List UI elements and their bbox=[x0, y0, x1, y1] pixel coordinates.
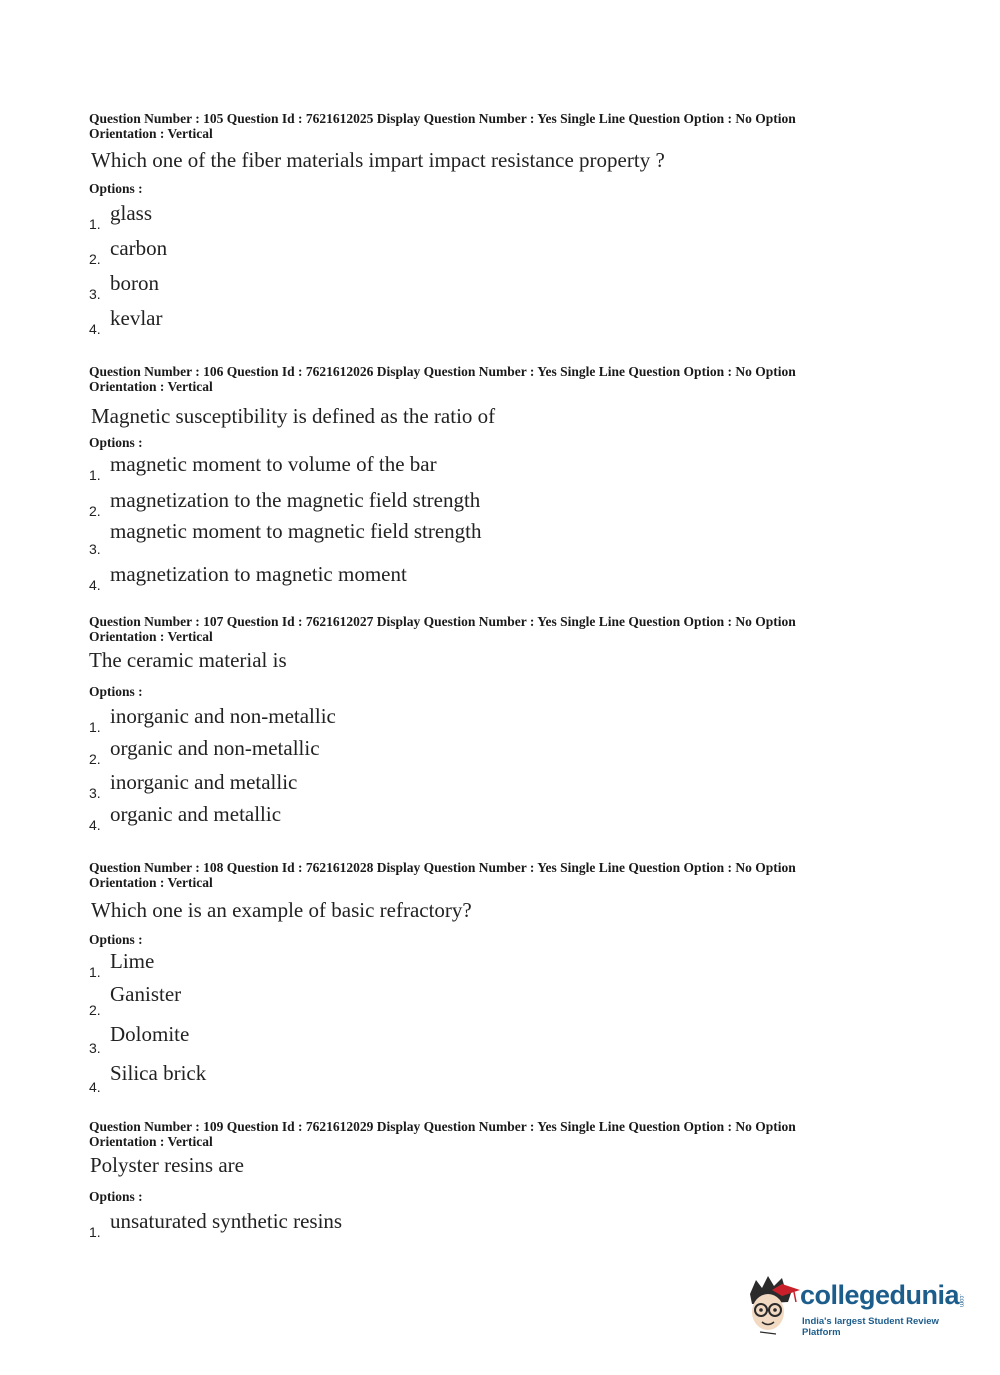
options-label: Options : bbox=[89, 181, 143, 196]
option-text: Silica brick bbox=[110, 1061, 207, 1085]
question-meta bbox=[89, 111, 879, 141]
option-text: kevlar bbox=[110, 306, 163, 330]
option-text: Lime bbox=[110, 949, 155, 973]
question-meta bbox=[89, 1119, 879, 1149]
option-number: 1. bbox=[89, 1224, 101, 1240]
meta-line: Orientation : Vertical bbox=[89, 379, 213, 394]
question-block bbox=[89, 111, 879, 338]
meta-line: Orientation : Vertical bbox=[89, 1134, 213, 1149]
options-label: Options : bbox=[89, 932, 143, 947]
option-number: 1. bbox=[89, 467, 101, 483]
meta-line: Question Number : 109 Question Id : 7621612029 Display Question Number : Yes Single Line Question Option : No Option bbox=[89, 1119, 796, 1134]
question-text: Which one is an example of basic refractory? bbox=[91, 898, 472, 922]
question-meta bbox=[89, 364, 879, 394]
options-label: Options : bbox=[89, 435, 143, 450]
mascot-icon bbox=[742, 1272, 802, 1338]
option-number: 4. bbox=[89, 577, 101, 593]
option-number: 2. bbox=[89, 751, 101, 767]
option-text: Dolomite bbox=[110, 1022, 190, 1046]
option-text: magnetic moment to magnetic field strength bbox=[110, 519, 482, 543]
option-item bbox=[89, 700, 879, 736]
option-item bbox=[89, 233, 879, 268]
option-number: 1. bbox=[89, 964, 101, 980]
option-number: 3. bbox=[89, 541, 101, 557]
options-list bbox=[89, 451, 879, 594]
meta-line: Question Number : 105 Question Id : 7621612025 Display Question Number : Yes Single Line Question Option : No Option bbox=[89, 111, 796, 126]
option-number: 2. bbox=[89, 503, 101, 519]
options-list bbox=[89, 197, 879, 338]
option-item bbox=[89, 1057, 879, 1096]
question-block bbox=[89, 860, 879, 1096]
options-list bbox=[89, 948, 879, 1096]
option-text: inorganic and non-metallic bbox=[110, 704, 336, 728]
options-list bbox=[89, 1205, 879, 1241]
option-number: 4. bbox=[89, 817, 101, 833]
option-number: 3. bbox=[89, 1040, 101, 1056]
question-meta bbox=[89, 614, 879, 644]
meta-line: Orientation : Vertical bbox=[89, 629, 213, 644]
option-text: magnetization to the magnetic field strength bbox=[110, 488, 481, 512]
option-text: inorganic and metallic bbox=[110, 770, 298, 794]
option-text: organic and non-metallic bbox=[110, 736, 320, 760]
logo-suffix: .com bbox=[958, 1294, 964, 1308]
option-item bbox=[89, 1019, 879, 1057]
question-block bbox=[89, 1119, 879, 1241]
options-label: Options : bbox=[89, 1189, 143, 1204]
collegedunia-logo bbox=[742, 1272, 972, 1338]
meta-line: Question Number : 106 Question Id : 7621612026 Display Question Number : Yes Single Line Question Option : No Option bbox=[89, 364, 796, 379]
option-text: magnetization to magnetic moment bbox=[110, 562, 407, 586]
option-item bbox=[89, 768, 879, 802]
option-item bbox=[89, 484, 879, 520]
option-number: 3. bbox=[89, 286, 101, 302]
meta-line: Orientation : Vertical bbox=[89, 126, 213, 141]
option-text: boron bbox=[110, 271, 159, 295]
options-list bbox=[89, 700, 879, 834]
option-item bbox=[89, 736, 879, 768]
option-item bbox=[89, 268, 879, 303]
option-text: organic and metallic bbox=[110, 802, 282, 826]
option-number: 1. bbox=[89, 216, 101, 232]
option-text: carbon bbox=[110, 236, 168, 260]
option-item bbox=[89, 451, 879, 484]
question-meta bbox=[89, 860, 879, 890]
option-number: 3. bbox=[89, 785, 101, 801]
logo-tagline: India's largest Student Review Platform bbox=[802, 1316, 939, 1338]
meta-line: Question Number : 107 Question Id : 7621612027 Display Question Number : Yes Single Line Question Option : No Option bbox=[89, 614, 796, 629]
option-item bbox=[89, 1205, 879, 1241]
option-item bbox=[89, 303, 879, 338]
meta-line: Question Number : 108 Question Id : 7621612028 Display Question Number : Yes Single Line Question Option : No Option bbox=[89, 860, 796, 875]
option-text: unsaturated synthetic resins bbox=[110, 1209, 343, 1233]
option-number: 4. bbox=[89, 1079, 101, 1095]
question-block bbox=[89, 614, 879, 834]
option-item bbox=[89, 558, 879, 594]
question-text: Which one of the fiber materials impart impact resistance property ? bbox=[91, 148, 665, 172]
options-label: Options : bbox=[89, 684, 143, 699]
option-number: 2. bbox=[89, 1002, 101, 1018]
logo-wordmark: collegedunia bbox=[800, 1280, 960, 1310]
option-text: magnetic moment to volume of the bar bbox=[110, 452, 437, 476]
question-block bbox=[89, 364, 879, 594]
question-text: The ceramic material is bbox=[89, 648, 287, 672]
question-text: Polyster resins are bbox=[90, 1153, 244, 1177]
option-text: Ganister bbox=[110, 982, 182, 1006]
option-number: 1. bbox=[89, 719, 101, 735]
option-number: 2. bbox=[89, 251, 101, 267]
option-item bbox=[89, 197, 879, 233]
meta-line: Orientation : Vertical bbox=[89, 875, 213, 890]
option-text: glass bbox=[110, 201, 152, 225]
option-item bbox=[89, 948, 879, 981]
option-item bbox=[89, 520, 879, 558]
option-number: 4. bbox=[89, 321, 101, 337]
question-text: Magnetic susceptibility is defined as the ratio of bbox=[91, 404, 496, 428]
option-item bbox=[89, 981, 879, 1019]
option-item bbox=[89, 802, 879, 834]
